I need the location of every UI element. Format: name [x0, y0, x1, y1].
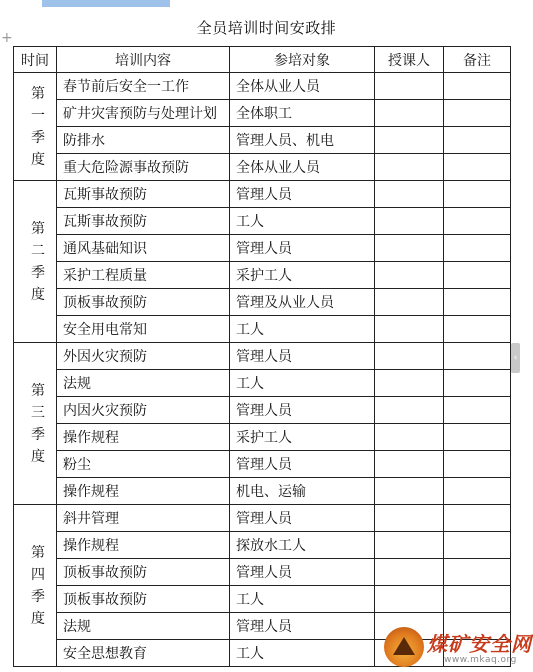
table-row: [14, 127, 511, 154]
training-content-cell[interactable]: 瓦斯事故预防: [57, 181, 230, 208]
quarter-label-char: 第: [31, 544, 45, 561]
quarter-label-char: 季: [31, 426, 45, 443]
audience-cell[interactable]: 机电、运输: [230, 478, 375, 505]
quarter-label-char: 四: [31, 566, 45, 583]
quarter-label-char: 季: [31, 129, 45, 146]
instructor-cell[interactable]: [375, 235, 444, 262]
training-content-cell[interactable]: 顶板事故预防: [57, 289, 230, 316]
resize-handle[interactable]: ‹: [511, 343, 520, 373]
table-row: [14, 397, 511, 424]
table-row: [14, 289, 511, 316]
instructor-cell[interactable]: [375, 289, 444, 316]
audience-cell[interactable]: 管理人员: [230, 235, 375, 262]
audience-cell[interactable]: 全体从业人员: [230, 73, 375, 100]
audience-cell[interactable]: 管理人员: [230, 397, 375, 424]
audience-cell[interactable]: 管理人员: [230, 613, 375, 640]
table-row: [14, 343, 511, 370]
training-content-cell[interactable]: 矿井灾害预防与处理计划: [57, 100, 230, 127]
header-remarks: 备注: [444, 47, 511, 73]
remarks-cell[interactable]: [444, 586, 511, 613]
remarks-cell[interactable]: [444, 127, 511, 154]
selection-highlight-bar: [42, 0, 170, 7]
header-time: 时间: [14, 47, 57, 73]
training-content-cell[interactable]: 安全思想教育: [57, 640, 230, 667]
table-row: [14, 586, 511, 613]
table-header-row: [14, 47, 511, 73]
quarter-label-char: 二: [31, 242, 45, 259]
instructor-cell[interactable]: [375, 343, 444, 370]
audience-cell[interactable]: 管理人员、机电: [230, 127, 375, 154]
remarks-cell[interactable]: [444, 208, 511, 235]
quarter-label-char: 季: [31, 264, 45, 281]
remarks-cell[interactable]: [444, 397, 511, 424]
instructor-cell[interactable]: [375, 208, 444, 235]
audience-cell[interactable]: 工人: [230, 316, 375, 343]
remarks-cell[interactable]: [444, 424, 511, 451]
audience-cell[interactable]: 管理人员: [230, 343, 375, 370]
training-content-cell[interactable]: 重大危险源事故预防: [57, 154, 230, 181]
table-row: [14, 505, 511, 532]
table-row: [14, 208, 511, 235]
instructor-cell[interactable]: [375, 154, 444, 181]
remarks-cell[interactable]: [444, 316, 511, 343]
quarter-label-char: 第: [31, 220, 45, 237]
quarter-label: [14, 73, 57, 181]
watermark-url: www.mkaq.org: [444, 655, 517, 665]
quarter-label-char: 度: [31, 610, 45, 627]
quarter-label-char: 度: [31, 286, 45, 303]
quarter-label-char: 度: [31, 448, 45, 465]
training-content-cell[interactable]: 内因火灾预防: [57, 397, 230, 424]
audience-cell[interactable]: 全体从业人员: [230, 154, 375, 181]
quarter-label: [14, 343, 57, 505]
training-content-cell[interactable]: 安全用电常知: [57, 316, 230, 343]
remarks-cell[interactable]: [444, 505, 511, 532]
audience-cell[interactable]: 管理人员: [230, 181, 375, 208]
remarks-cell[interactable]: [444, 262, 511, 289]
instructor-cell[interactable]: [375, 370, 444, 397]
audience-cell[interactable]: 探放水工人: [230, 532, 375, 559]
remarks-cell[interactable]: [444, 181, 511, 208]
table-row: [14, 73, 511, 100]
training-content-cell[interactable]: 法规: [57, 370, 230, 397]
instructor-cell[interactable]: [375, 532, 444, 559]
training-schedule-table: [13, 46, 511, 667]
instructor-cell[interactable]: [375, 262, 444, 289]
remarks-cell[interactable]: [444, 559, 511, 586]
training-content-cell[interactable]: 外因火灾预防: [57, 343, 230, 370]
audience-cell[interactable]: 管理及从业人员: [230, 289, 375, 316]
quarter-label: [14, 505, 57, 667]
audience-cell[interactable]: 管理人员: [230, 505, 375, 532]
quarter-label-char: 第: [31, 382, 45, 399]
quarter-label-char: 一: [31, 107, 45, 124]
header-content: 培训内容: [57, 47, 230, 73]
header-audience: 参培对象: [230, 47, 375, 73]
quarter-label: [14, 181, 57, 343]
instructor-cell[interactable]: [375, 559, 444, 586]
table-row: [14, 532, 511, 559]
audience-cell[interactable]: 工人: [230, 586, 375, 613]
table-row: [14, 154, 511, 181]
quarter-label-char: 第: [31, 85, 45, 102]
remarks-cell[interactable]: [444, 235, 511, 262]
table-row: [14, 100, 511, 127]
remarks-cell[interactable]: [444, 100, 511, 127]
training-content-cell[interactable]: 操作规程: [57, 424, 230, 451]
instructor-cell[interactable]: [375, 181, 444, 208]
header-instructor: 授课人: [375, 47, 444, 73]
training-content-cell[interactable]: 通风基础知识: [57, 235, 230, 262]
audience-cell[interactable]: 工人: [230, 208, 375, 235]
training-content-cell[interactable]: 法规: [57, 613, 230, 640]
table-row: [14, 424, 511, 451]
instructor-cell[interactable]: [375, 451, 444, 478]
site-watermark: [384, 625, 533, 672]
table-row: [14, 262, 511, 289]
remarks-cell[interactable]: [444, 289, 511, 316]
quarter-label-char: 三: [31, 404, 45, 421]
remarks-cell[interactable]: [444, 343, 511, 370]
remarks-cell[interactable]: [444, 370, 511, 397]
instructor-cell[interactable]: [375, 424, 444, 451]
audience-cell[interactable]: 工人: [230, 640, 375, 667]
training-content-cell[interactable]: 瓦斯事故预防: [57, 208, 230, 235]
audience-cell[interactable]: 管理人员: [230, 451, 375, 478]
instructor-cell[interactable]: [375, 73, 444, 100]
training-content-cell[interactable]: 顶板事故预防: [57, 559, 230, 586]
table-row: [14, 559, 511, 586]
training-content-cell[interactable]: 顶板事故预防: [57, 586, 230, 613]
training-content-cell[interactable]: 操作规程: [57, 532, 230, 559]
instructor-cell[interactable]: [375, 127, 444, 154]
table-move-handle-icon[interactable]: +: [1, 30, 13, 46]
table-row: [14, 316, 511, 343]
instructor-cell[interactable]: [375, 586, 444, 613]
training-content-cell[interactable]: 春节前后安全一工作: [57, 73, 230, 100]
remarks-cell[interactable]: [444, 451, 511, 478]
training-content-cell[interactable]: 斜井管理: [57, 505, 230, 532]
training-content-cell[interactable]: 粉尘: [57, 451, 230, 478]
training-content-cell[interactable]: 采护工程质量: [57, 262, 230, 289]
audience-cell[interactable]: 采护工人: [230, 424, 375, 451]
audience-cell[interactable]: 工人: [230, 370, 375, 397]
training-content-cell[interactable]: 操作规程: [57, 478, 230, 505]
instructor-cell[interactable]: [375, 316, 444, 343]
audience-cell[interactable]: 采护工人: [230, 262, 375, 289]
mine-logo-icon: [384, 627, 424, 667]
quarter-label-char: 季: [31, 588, 45, 605]
remarks-cell[interactable]: [444, 73, 511, 100]
table-row: [14, 478, 511, 505]
instructor-cell[interactable]: [375, 478, 444, 505]
table-row: [14, 370, 511, 397]
table-row: [14, 181, 511, 208]
instructor-cell[interactable]: [375, 100, 444, 127]
training-content-cell[interactable]: 防排水: [57, 127, 230, 154]
table-row: [14, 451, 511, 478]
quarter-label-char: 度: [31, 151, 45, 168]
remarks-cell[interactable]: [444, 154, 511, 181]
watermark-text: 煤矿安全网: [427, 632, 532, 656]
instructor-cell[interactable]: [375, 505, 444, 532]
remarks-cell[interactable]: [444, 532, 511, 559]
audience-cell[interactable]: 全体职工: [230, 100, 375, 127]
instructor-cell[interactable]: [375, 397, 444, 424]
table-row: [14, 235, 511, 262]
document-title: 全员培训时间安政排: [196, 19, 337, 37]
audience-cell[interactable]: 管理人员: [230, 559, 375, 586]
remarks-cell[interactable]: [444, 478, 511, 505]
